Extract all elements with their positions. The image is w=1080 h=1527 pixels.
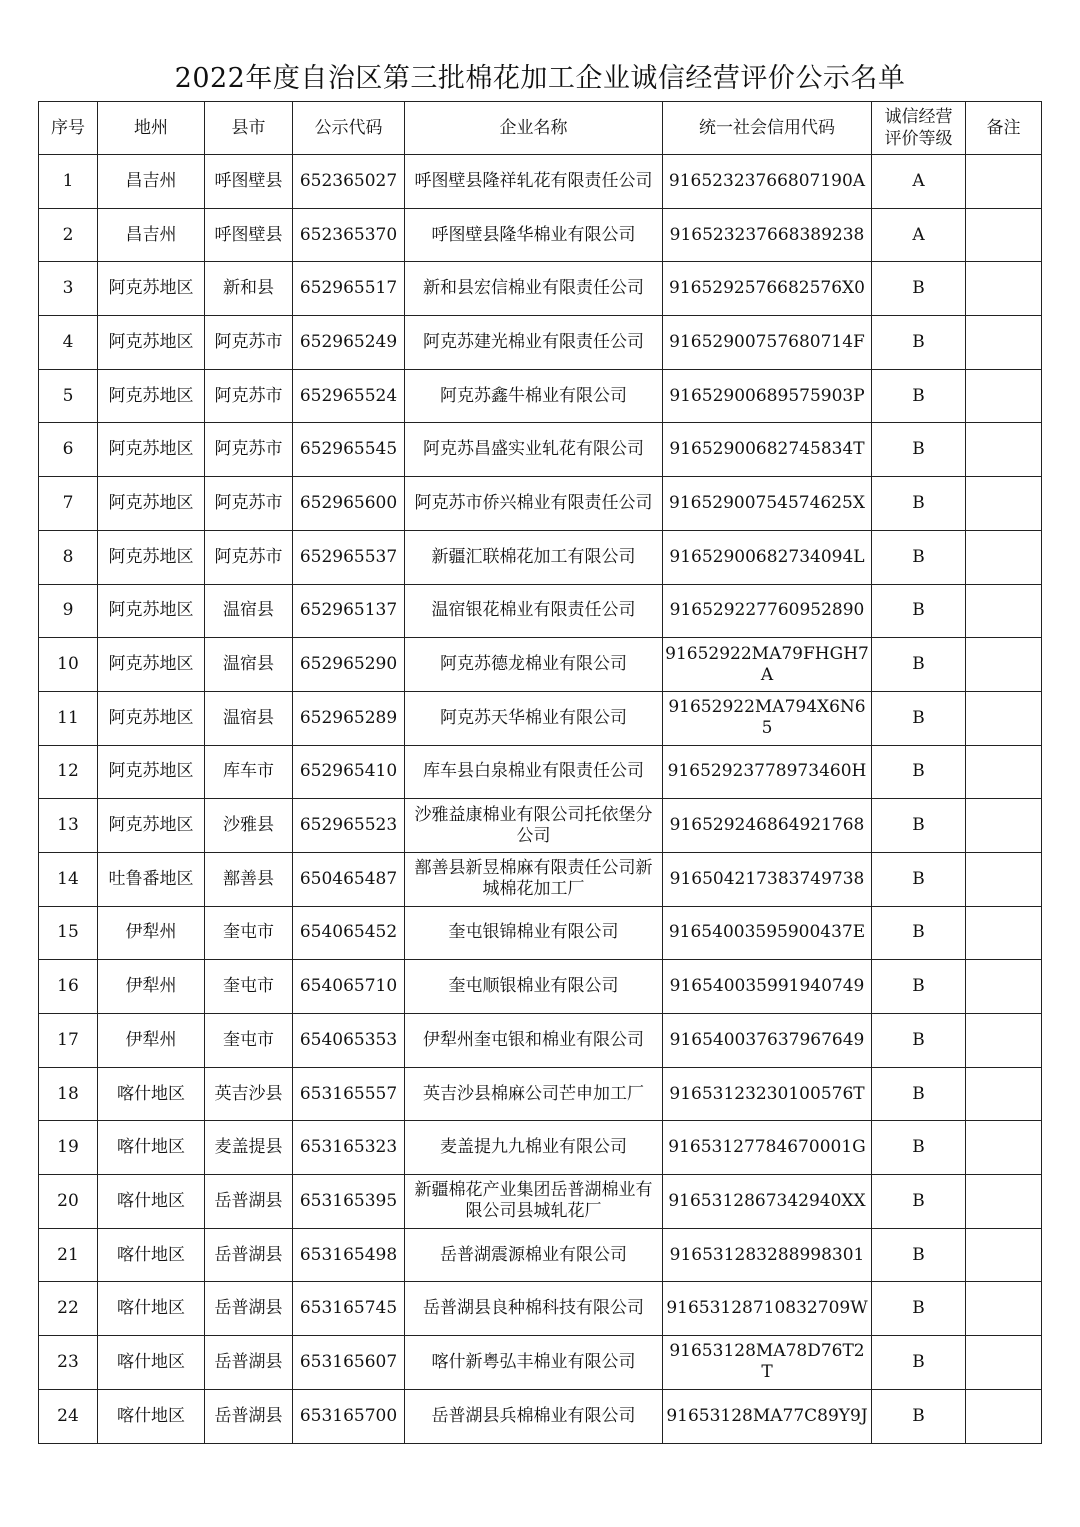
- cell-public-code: 653165323: [293, 1121, 405, 1175]
- table-header-row: [39, 102, 1042, 155]
- cell-grade: B: [872, 691, 966, 745]
- cell-company: 阿克苏市侨兴棉业有限责任公司: [405, 477, 663, 531]
- cell-prefecture: 伊犁州: [98, 1014, 205, 1068]
- cell-credit-code: 916529257668257​6X0: [663, 262, 872, 316]
- table-row: [39, 584, 1042, 638]
- cell-grade: B: [872, 1228, 966, 1282]
- cell-remark: [966, 1121, 1042, 1175]
- cell-credit-code: 91652900757680714F: [663, 316, 872, 370]
- cell-credit-code: 916540035991940749: [663, 960, 872, 1014]
- cell-prefecture: 阿克苏地区: [98, 799, 205, 853]
- cell-remark: [966, 262, 1042, 316]
- cell-credit-code: 916529246864921768: [663, 799, 872, 853]
- cell-seq: 20: [39, 1175, 98, 1229]
- cell-grade: B: [872, 316, 966, 370]
- cell-seq: 4: [39, 316, 98, 370]
- cell-company: 新疆棉花产业集团岳普湖棉业有限公司县城轧花厂: [405, 1175, 663, 1229]
- cell-seq: 8: [39, 530, 98, 584]
- cell-prefecture: 阿克苏地区: [98, 584, 205, 638]
- cell-public-code: 654065710: [293, 960, 405, 1014]
- cell-seq: 13: [39, 799, 98, 853]
- cell-prefecture: 阿克苏地区: [98, 316, 205, 370]
- cell-remark: [966, 530, 1042, 584]
- cell-seq: 10: [39, 638, 98, 692]
- cell-seq: 17: [39, 1014, 98, 1068]
- cell-public-code: 653165395: [293, 1175, 405, 1229]
- table-row: [39, 155, 1042, 209]
- cell-credit-code: 91653128710832709W: [663, 1282, 872, 1336]
- header-seq: 序号: [39, 102, 98, 155]
- cell-county: 岳普湖县: [205, 1282, 293, 1336]
- cell-public-code: 652965600: [293, 477, 405, 531]
- cell-prefecture: 喀什地区: [98, 1175, 205, 1229]
- cell-county: 英吉沙县: [205, 1067, 293, 1121]
- cell-grade: B: [872, 1014, 966, 1068]
- cell-seq: 9: [39, 584, 98, 638]
- table-body: [39, 155, 1042, 1444]
- cell-grade: B: [872, 960, 966, 1014]
- cell-prefecture: 阿克苏地区: [98, 369, 205, 423]
- cell-seq: 22: [39, 1282, 98, 1336]
- table-row: [39, 852, 1042, 906]
- cell-company: 岳普湖县良种棉科技有限公司: [405, 1282, 663, 1336]
- cell-seq: 3: [39, 262, 98, 316]
- cell-company: 伊犁州奎屯银和棉业有限公司: [405, 1014, 663, 1068]
- cell-grade: B: [872, 745, 966, 799]
- cell-grade: B: [872, 799, 966, 853]
- cell-credit-code: 916529227760952890: [663, 584, 872, 638]
- cell-county: 温宿县: [205, 638, 293, 692]
- cell-grade: B: [872, 1282, 966, 1336]
- cell-prefecture: 喀什地区: [98, 1067, 205, 1121]
- cell-remark: [966, 1228, 1042, 1282]
- table-row: [39, 1336, 1042, 1390]
- cell-public-code: 652965537: [293, 530, 405, 584]
- cell-credit-code: 916531286734294​0XX: [663, 1175, 872, 1229]
- cell-county: 温宿县: [205, 584, 293, 638]
- table-row: [39, 799, 1042, 853]
- table-row: [39, 423, 1042, 477]
- cell-credit-code: 91653123230100576T: [663, 1067, 872, 1121]
- cell-company: 奎屯顺银棉业有限公司: [405, 960, 663, 1014]
- cell-seq: 12: [39, 745, 98, 799]
- cell-public-code: 652365027: [293, 155, 405, 209]
- cell-remark: [966, 960, 1042, 1014]
- cell-seq: 15: [39, 906, 98, 960]
- cell-county: 新和县: [205, 262, 293, 316]
- cell-remark: [966, 906, 1042, 960]
- table-row: [39, 369, 1042, 423]
- cell-prefecture: 喀什地区: [98, 1336, 205, 1390]
- cell-prefecture: 喀什地区: [98, 1228, 205, 1282]
- cell-public-code: 652965545: [293, 423, 405, 477]
- company-list-table: [38, 101, 1042, 1444]
- cell-public-code: 652965290: [293, 638, 405, 692]
- cell-remark: [966, 155, 1042, 209]
- table-row: [39, 1067, 1042, 1121]
- cell-credit-code: 91653128MA77C89Y9J: [663, 1389, 872, 1443]
- cell-prefecture: 阿克苏地区: [98, 530, 205, 584]
- header-county: 县市: [205, 102, 293, 155]
- cell-county: 呼图壁县: [205, 208, 293, 262]
- cell-county: 岳普湖县: [205, 1389, 293, 1443]
- cell-public-code: 652965517: [293, 262, 405, 316]
- table-row: [39, 1389, 1042, 1443]
- cell-company: 岳普湖震源棉业有限公司: [405, 1228, 663, 1282]
- cell-prefecture: 伊犁州: [98, 906, 205, 960]
- cell-remark: [966, 852, 1042, 906]
- cell-grade: B: [872, 1067, 966, 1121]
- cell-credit-code: 91652900682734094L: [663, 530, 872, 584]
- cell-prefecture: 昌吉州: [98, 155, 205, 209]
- cell-county: 沙雅县: [205, 799, 293, 853]
- cell-grade: B: [872, 530, 966, 584]
- cell-company: 岳普湖县兵棉棉业有限公司: [405, 1389, 663, 1443]
- cell-county: 鄯善县: [205, 852, 293, 906]
- page-title: 2022年度自治区第三批棉花加工企业诚信经营评价公示名单: [174, 63, 906, 94]
- cell-grade: A: [872, 208, 966, 262]
- table-row: [39, 1282, 1042, 1336]
- cell-grade: B: [872, 423, 966, 477]
- cell-public-code: 650465487: [293, 852, 405, 906]
- cell-grade: B: [872, 1121, 966, 1175]
- cell-county: 阿克苏市: [205, 477, 293, 531]
- cell-prefecture: 伊犁州: [98, 960, 205, 1014]
- cell-remark: [966, 1282, 1042, 1336]
- cell-company: 喀什新粤弘丰棉业有限公司: [405, 1336, 663, 1390]
- cell-county: 奎屯市: [205, 1014, 293, 1068]
- table-row: [39, 691, 1042, 745]
- cell-company: 鄯善县新昱棉麻有限责任公司新城棉花加工厂: [405, 852, 663, 906]
- cell-prefecture: 阿克苏地区: [98, 262, 205, 316]
- table-row: [39, 638, 1042, 692]
- cell-public-code: 652965249: [293, 316, 405, 370]
- cell-company: 奎屯银锦棉业有限公司: [405, 906, 663, 960]
- cell-remark: [966, 477, 1042, 531]
- cell-company: 呼图壁县隆华棉业有限公司: [405, 208, 663, 262]
- cell-company: 新疆汇联棉花加工有限公司: [405, 530, 663, 584]
- cell-grade: B: [872, 852, 966, 906]
- cell-remark: [966, 584, 1042, 638]
- cell-grade: B: [872, 584, 966, 638]
- header-credit-code: 统一社会信用代码: [663, 102, 872, 155]
- cell-company: 呼图壁县隆祥轧花有限责任公司: [405, 155, 663, 209]
- cell-county: 奎屯市: [205, 960, 293, 1014]
- cell-grade: B: [872, 1389, 966, 1443]
- cell-seq: 21: [39, 1228, 98, 1282]
- table-row: [39, 1228, 1042, 1282]
- cell-seq: 2: [39, 208, 98, 262]
- cell-county: 阿克苏市: [205, 530, 293, 584]
- cell-seq: 24: [39, 1389, 98, 1443]
- cell-prefecture: 吐鲁番地区: [98, 852, 205, 906]
- cell-remark: [966, 1067, 1042, 1121]
- cell-remark: [966, 1014, 1042, 1068]
- cell-company: 英吉沙县棉麻公司芒申加工厂: [405, 1067, 663, 1121]
- cell-remark: [966, 1389, 1042, 1443]
- cell-company: 库车县白泉棉业有限责任公司: [405, 745, 663, 799]
- cell-prefecture: 阿克苏地区: [98, 477, 205, 531]
- header-grade: 诚信经营评价等级: [872, 102, 966, 155]
- table-row: [39, 316, 1042, 370]
- cell-grade: B: [872, 638, 966, 692]
- cell-credit-code: 91654003595900437E: [663, 906, 872, 960]
- cell-remark: [966, 1336, 1042, 1390]
- cell-credit-code: 91652923778973460H: [663, 745, 872, 799]
- cell-county: 岳普湖县: [205, 1336, 293, 1390]
- cell-seq: 19: [39, 1121, 98, 1175]
- header-remark: 备注: [966, 102, 1042, 155]
- cell-county: 岳普湖县: [205, 1228, 293, 1282]
- header-prefecture: 地州: [98, 102, 205, 155]
- cell-seq: 1: [39, 155, 98, 209]
- cell-credit-code: 91652900754574625X: [663, 477, 872, 531]
- cell-company: 阿克苏昌盛实业轧花有限公司: [405, 423, 663, 477]
- cell-public-code: 652965410: [293, 745, 405, 799]
- cell-grade: B: [872, 262, 966, 316]
- table-row: [39, 530, 1042, 584]
- header-company: 企业名称: [405, 102, 663, 155]
- cell-public-code: 654065353: [293, 1014, 405, 1068]
- cell-company: 新和县宏信棉业有限责任公司: [405, 262, 663, 316]
- cell-remark: [966, 638, 1042, 692]
- cell-prefecture: 阿克苏地区: [98, 423, 205, 477]
- cell-company: 沙雅益康棉业有限公司托依堡分公司: [405, 799, 663, 853]
- cell-company: 麦盖提九九棉业有限公司: [405, 1121, 663, 1175]
- cell-public-code: 653165557: [293, 1067, 405, 1121]
- cell-seq: 23: [39, 1336, 98, 1390]
- cell-prefecture: 阿克苏地区: [98, 638, 205, 692]
- table-row: [39, 745, 1042, 799]
- cell-seq: 11: [39, 691, 98, 745]
- cell-public-code: 654065452: [293, 906, 405, 960]
- cell-seq: 5: [39, 369, 98, 423]
- cell-grade: B: [872, 1175, 966, 1229]
- cell-public-code: 653165498: [293, 1228, 405, 1282]
- cell-county: 奎屯市: [205, 906, 293, 960]
- cell-credit-code: 916540037637967649: [663, 1014, 872, 1068]
- cell-remark: [966, 369, 1042, 423]
- cell-county: 阿克苏市: [205, 369, 293, 423]
- cell-grade: B: [872, 369, 966, 423]
- cell-prefecture: 喀什地区: [98, 1389, 205, 1443]
- cell-public-code: 652965523: [293, 799, 405, 853]
- cell-credit-code: 91652323766807190A: [663, 155, 872, 209]
- cell-company: 温宿银花棉业有限责任公司: [405, 584, 663, 638]
- cell-credit-code: 91652900689575903P: [663, 369, 872, 423]
- cell-credit-code: 91653128MA78D76T2T: [663, 1336, 872, 1390]
- cell-seq: 14: [39, 852, 98, 906]
- cell-remark: [966, 208, 1042, 262]
- cell-remark: [966, 423, 1042, 477]
- cell-public-code: 653165607: [293, 1336, 405, 1390]
- cell-credit-code: 916531283288998301: [663, 1228, 872, 1282]
- cell-seq: 18: [39, 1067, 98, 1121]
- cell-prefecture: 喀什地区: [98, 1121, 205, 1175]
- cell-remark: [966, 1175, 1042, 1229]
- header-public-code: 公示代码: [293, 102, 405, 155]
- cell-remark: [966, 691, 1042, 745]
- cell-public-code: 652965137: [293, 584, 405, 638]
- cell-county: 温宿县: [205, 691, 293, 745]
- cell-credit-code: 91652900682745834T: [663, 423, 872, 477]
- cell-seq: 7: [39, 477, 98, 531]
- cell-company: 阿克苏德龙棉业有限公司: [405, 638, 663, 692]
- cell-county: 呼图壁县: [205, 155, 293, 209]
- cell-credit-code: 916504217383749738: [663, 852, 872, 906]
- cell-public-code: 653165700: [293, 1389, 405, 1443]
- cell-prefecture: 阿克苏地区: [98, 691, 205, 745]
- cell-county: 阿克苏市: [205, 423, 293, 477]
- cell-grade: B: [872, 477, 966, 531]
- cell-seq: 16: [39, 960, 98, 1014]
- table-row: [39, 1175, 1042, 1229]
- cell-credit-code: 91652922MA79FHGH7A: [663, 638, 872, 692]
- cell-prefecture: 昌吉州: [98, 208, 205, 262]
- cell-company: 阿克苏天华棉业有限公司: [405, 691, 663, 745]
- table-row: [39, 1121, 1042, 1175]
- cell-remark: [966, 745, 1042, 799]
- table-row: [39, 477, 1042, 531]
- cell-prefecture: 喀什地区: [98, 1282, 205, 1336]
- cell-seq: 6: [39, 423, 98, 477]
- cell-public-code: 652965289: [293, 691, 405, 745]
- cell-remark: [966, 316, 1042, 370]
- cell-public-code: 652965524: [293, 369, 405, 423]
- cell-credit-code: 91652323766838923​8: [663, 208, 872, 262]
- cell-company: 阿克苏建光棉业有限责任公司: [405, 316, 663, 370]
- cell-credit-code: 91653127784670001G: [663, 1121, 872, 1175]
- cell-public-code: 653165745: [293, 1282, 405, 1336]
- cell-public-code: 652365370: [293, 208, 405, 262]
- cell-grade: B: [872, 906, 966, 960]
- table-row: [39, 208, 1042, 262]
- cell-credit-code: 91652922MA794X6N65: [663, 691, 872, 745]
- table-row: [39, 906, 1042, 960]
- cell-grade: A: [872, 155, 966, 209]
- cell-county: 岳普湖县: [205, 1175, 293, 1229]
- table-row: [39, 960, 1042, 1014]
- table-row: [39, 262, 1042, 316]
- cell-remark: [966, 799, 1042, 853]
- cell-grade: B: [872, 1336, 966, 1390]
- cell-prefecture: 阿克苏地区: [98, 745, 205, 799]
- cell-county: 麦盖提县: [205, 1121, 293, 1175]
- cell-county: 阿克苏市: [205, 316, 293, 370]
- cell-county: 库车市: [205, 745, 293, 799]
- cell-company: 阿克苏鑫牛棉业有限公司: [405, 369, 663, 423]
- table-row: [39, 1014, 1042, 1068]
